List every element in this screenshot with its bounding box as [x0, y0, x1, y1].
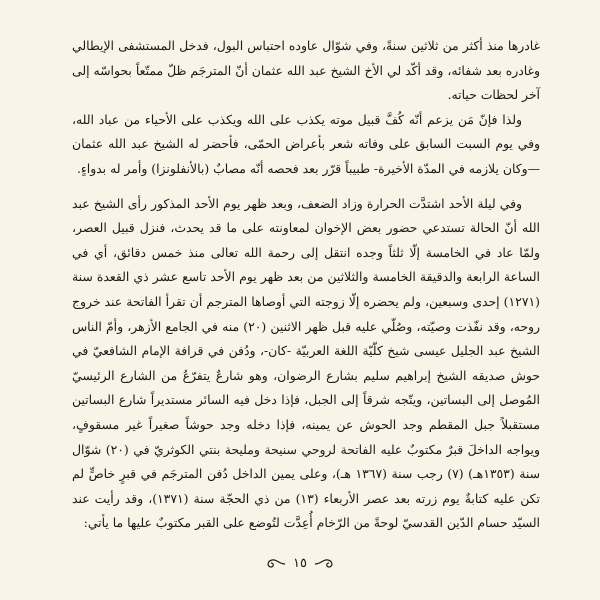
- left-ornament-icon: [261, 557, 287, 571]
- paragraph-3: وفي ليلة الأحد اشتدَّت الحرارة وزاد الضعف، وبعد ظهر يوم الأحد المذكور رأى الشيخ عبد الله أنّ الحالة تستدعي حضور بعض الإخوان لمعاونته على ما قد يحدث، فنزل قبيل العصر، ولمّا عاد في الخامسة إلّا ثلثاً وجده انتقل إلى رحمة الله تعالى منذ خمس دقائق، أي في الساعة الرابعة والدقيقة الخامسة والثلاثين من بعد ظهر يوم الأحد تاسع عشر ذي القعدة سنة (١٢٧١) إحدى وسبعين، ولم يحضره إلّا زوجته التي أوصاها المترجم أن تقرأ الفاتحة عند خروج روحه، وقد نفّذت وصيّته، وصُلّي عليه قبل ظهر الاثنين (٢٠) منه في الجامع الأزهر، وأمّ الناس الشيخ عبد الجليل عيسى شيخ كلّيّة اللغة العربيّة -كان-، ودُفن في قرافة الإمام الشافعيّ في حوش صديقه الشيخ إبراهيم سليم بشارع الرضوان، وهو شارعٌ يتفرّعُ من الشارع الرئيسيّ المُوصل إلى البساتين، ويتّجه شرقاً إلى الجبل، فإذا دخل فيه السائر مستديراً شارع البساتين مستقبلاً جبل المقطم وجد الحوش عن يمينه، فإذا دخله وجد حوشاً صغيراً غير مسقوفٍ، ويواجه الداخلَ قبرٌ مكتوبٌ عليه الفاتحة لروحي سنيحة ومليحة بنتي الكوثريّ في (٢٠) شوّال سنة (١٣٥٣هـ) (٧) رجب سنة (١٣٦٧ هـ)، وعلى يمين الداخل دُفن المترجَم في قبرٍ خاصٍّ لم تكن عليه كتابةٌ يوم زرته بعد عصر الأربعاء (١٣) من ذي الحجّة سنة (١٣٧١)، وقد رأيت عند السيّد حسام الدّين القدسيّ لوحةً من الرّخام أُعِدَّت لتُوضع على القبر مكتوبٌ عليها ما يأتي:: [72, 195, 541, 531]
- right-ornament-icon: [313, 557, 339, 571]
- paragraph-2: ولذا فإنّ مَن يزعم أنّه كُفَّ قبيل موته يكذب على الله ويكذب على الأحياء من عباد الله، وفي يوم السبت السابق على وفاته شعر بأعراض الحمّى، فأحضر له الشيخ عبد الله عثمان —وكان يلازمه في المدّة الأخيرة- طبيباً قرّر بعد فحصه أنّه مصابٌ (بالأنفلونزا) وأمر له بدواءٍ.: [72, 111, 540, 176]
- paragraph-1: غادرها منذ أكثر من ثلاثين سنةً، وفي شوّال عاوده احتباس البول، فدخل المستشفى الإيطالي وغادره بعد شفائه، وقد أكّد لي الأخ الشيخ عبد الله عثمان أنّ المترجَم ظلّ ممتّعاً بحواسّه إلى آخر لحظات حياته.: [72, 38, 540, 103]
- page-number: ١٥: [293, 556, 307, 571]
- page-footer: [0, 556, 600, 571]
